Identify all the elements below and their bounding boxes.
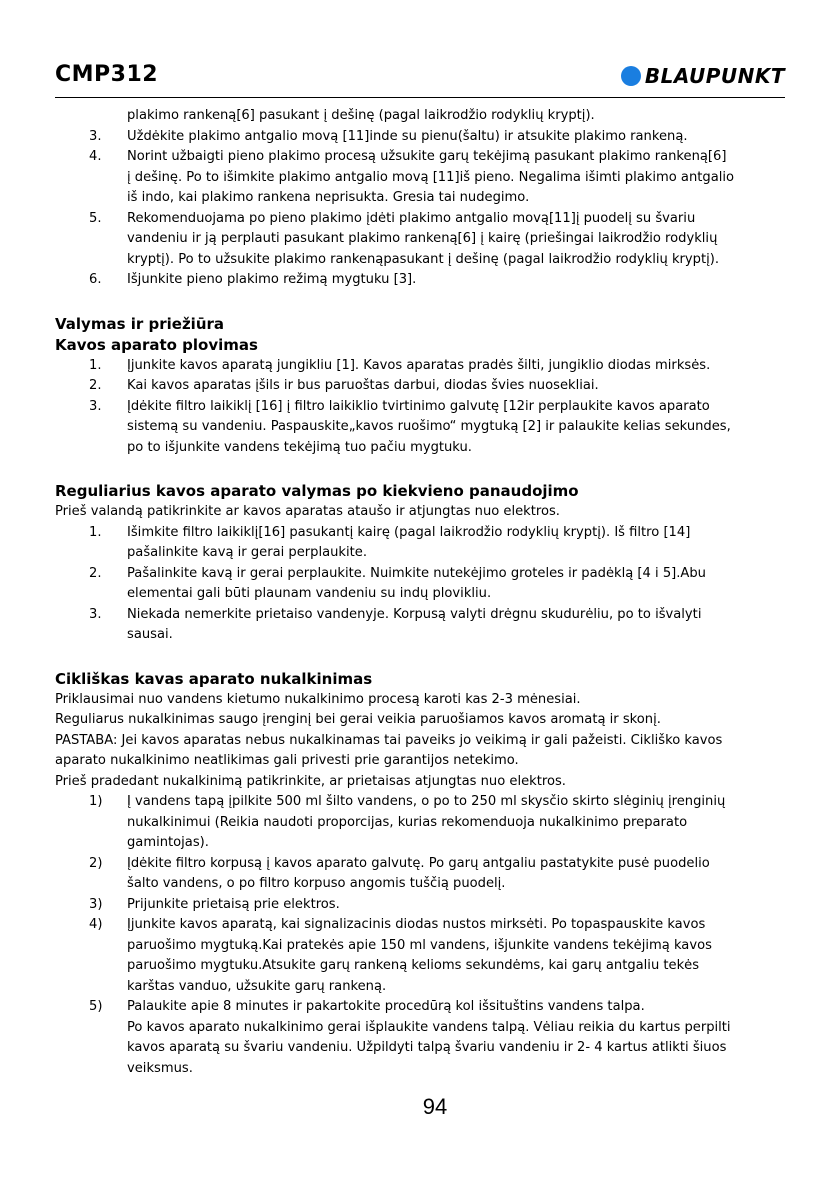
list-item-number: 1. <box>89 357 102 373</box>
text-line: Į vandens tapą įpilkite 500 ml šilto vandens, o po to 250 ml skysčio skirto slėginių įrenginių <box>127 794 726 809</box>
page-header <box>55 62 785 98</box>
text-line: šalto vandens, o po filtro korpuso angomis tuščią puodelį. <box>127 876 506 891</box>
list-item <box>55 915 790 997</box>
section-title-cleaning: Valymas ir priežiūra <box>55 314 225 333</box>
text-line: Norint užbaigti pieno plakimo procesą užsukite garų tekėjimą pasukant plakimo rankeną[6] <box>127 149 727 164</box>
text-line: sistemą su vandeniu. Paspauskite„kavos ruošimo“ mygtuką [2] ir palaukite kelias sekundes, <box>127 419 731 434</box>
list-item-number: 6. <box>89 272 102 287</box>
text-line: Uždėkite plakimo antgalio movą [11]inde su pienu(šaltu) ir atsukite plakimo rankeną. <box>127 128 688 144</box>
list-item-number: 2) <box>89 855 103 871</box>
rinsing-steps-list <box>55 356 790 459</box>
descaling-steps-list <box>55 792 790 1079</box>
text-line: elementai gali būti plaunam vandeniu su indų plovikliu. <box>127 586 492 601</box>
regular-cleaning-intro: Prieš valandą patikrinkite ar kavos aparatas ataušo ir atjungtas nuo elektros. <box>55 504 560 519</box>
paragraph-line: Reguliarus nukalkinimas saugo įrenginį bei gerai veikia paruošiamos kavos aromatą ir skonį. <box>55 712 661 727</box>
list-item-number: 3. <box>89 398 102 414</box>
text-line: vandeniu ir ją perplauti pasukant plakimo rankeną[6] į kairę (priešingai laikrodžio rodyklių <box>127 231 718 246</box>
section-title-descaling: Cikliškas kavas aparato nukalkinimas <box>55 669 373 688</box>
list-item-text <box>127 997 790 1079</box>
text-line: kryptį). Po to užsukite plakimo rankenąpasukant į dešinę (pagal laikrodžio rodyklių kryptį). <box>127 251 720 267</box>
list-item-number: 3. <box>89 128 102 144</box>
list-item-text <box>127 397 790 459</box>
list-item-text <box>127 915 790 997</box>
list-item-number: 5. <box>89 210 102 226</box>
text-line: paruošimo mygtuką.Kai pratekės apie 150 ml vandens, išjunkite vandens tekėjimą kavos <box>127 937 712 953</box>
text-line: sausai. <box>127 627 173 642</box>
text-line: gamintojas). <box>127 835 209 850</box>
continuation-line: plakimo rankeną[6] pasukant į dešinę (pagal laikrodžio rodyklių kryptį). <box>127 108 595 123</box>
model-number: CMP312 <box>55 62 159 87</box>
text-line: po to išjunkite vandens tekėjimą tuo pačiu mygtuku. <box>127 439 472 455</box>
text-line: Po kavos aparato nukalkinimo gerai išplaukite vandens talpą. Vėliau reikia du kartus perpilti <box>127 1019 731 1035</box>
text-line: veiksmus. <box>127 1060 193 1076</box>
text-line: nukalkinimui (Reikia naudoti proporcijas, kurias rekomenduoja nukalkinimo preparato <box>127 814 688 830</box>
text-line: į dešinę. Po to išimkite plakimo antgalio movą [11]iš pieno. Negalima išimti plakimo antgalio <box>127 169 734 185</box>
list-item <box>55 127 790 148</box>
text-line: Įdėkite filtro laikiklį [16] į filtro laikiklio tvirtinimo galvutę [12ir perplaukite kavos aparato <box>127 398 710 414</box>
text-line: Rekomenduojama po pieno plakimo įdėti plakimo antgalio movą[11]į puodelį su švariu <box>127 210 696 226</box>
list-item <box>55 356 790 377</box>
list-item <box>55 523 790 564</box>
document-body <box>55 106 790 1079</box>
brand-logo <box>621 64 785 88</box>
text-line: paruošimo mygtuku.Atsukite garų rankeną kelioms sekundėms, kai garų antgaliu tekės <box>127 958 700 973</box>
regular-cleaning-steps-list <box>55 523 790 646</box>
subsection-title-rinsing: Kavos aparato plovimas <box>55 335 258 354</box>
list-item-text <box>127 270 790 291</box>
list-item-number: 1) <box>89 794 103 809</box>
list-item-text <box>127 605 790 646</box>
section-title-regular-cleaning: Reguliarius kavos aparato valymas po kiekvieno panaudojimo <box>55 482 579 500</box>
list-item-text <box>127 895 790 916</box>
brand-dot-icon <box>621 66 641 86</box>
list-item-number: 5) <box>89 999 103 1014</box>
list-item-text <box>127 854 790 895</box>
paragraph-line: Prieš pradedant nukalkinimą patikrinkite, ar prietaisas atjungtas nuo elektros. <box>55 773 566 789</box>
list-item <box>55 270 790 291</box>
text-line: iš indo, kai plakimo rankena neprisukta. Gresia tai nudegimo. <box>127 190 530 205</box>
text-line: Prijunkite prietaisą prie elektros. <box>127 896 340 912</box>
paragraph-line: aparato nukalkinimo neatlikimas gali privesti prie garantijos netekimo. <box>55 753 519 768</box>
list-item-text <box>127 147 790 209</box>
text-line: Įjunkite kavos aparatą jungikliu [1]. Kavos aparatas pradės šilti, jungiklio diodas mirksės. <box>127 357 711 373</box>
list-item-number: 3) <box>89 896 103 912</box>
paragraph-line: PASTABA: Jei kavos aparatas nebus nukalkinamas tai paveiks jo veikimą ir gali pažeisti. Cikliško kavos <box>55 732 723 748</box>
list-item-number: 4. <box>89 149 102 164</box>
list-item-text <box>127 127 790 148</box>
list-item-number: 2. <box>89 378 102 393</box>
brand-name: BLAUPUNKT <box>644 64 785 88</box>
list-item-text <box>127 356 790 377</box>
frothing-steps-list <box>55 127 790 291</box>
list-item <box>55 209 790 271</box>
paragraph-line: Priklausimai nuo vandens kietumo nukalkinimo procesą karoti kas 2-3 mėnesiai. <box>55 691 581 707</box>
text-line: karštas vanduo, užsukite garų rankeną. <box>127 978 387 994</box>
text-line: Kai kavos aparatas įšils ir bus paruoštas darbui, diodas švies nuosekliai. <box>127 378 599 393</box>
text-line: Išjunkite pieno plakimo režimą mygtuku [3]. <box>127 272 417 287</box>
text-line: Įjunkite kavos aparatą, kai signalizacinis diodas nustos mirksėti. Po topaspauskite kavos <box>127 917 706 932</box>
text-line: pašalinkite kavą ir gerai perplaukite. <box>127 545 367 560</box>
text-line: kavos aparatą su švariu vandeniu. Užpildyti talpą švariu vandeniu ir 2- 4 kartus atlikti šiuos <box>127 1040 727 1055</box>
text-line: Išimkite filtro laikiklį[16] pasukantį kairę (pagal laikrodžio rodyklių kryptį). Iš filtro [14] <box>127 524 691 540</box>
list-item-number: 1. <box>89 524 102 540</box>
page-number: 94 <box>422 1094 448 1119</box>
descaling-paragraphs <box>55 690 790 793</box>
list-item-number: 4) <box>89 917 103 932</box>
text-line: Palaukite apie 8 minutes ir pakartokite procedūrą kol išsituštins vandens talpa. <box>127 999 645 1014</box>
list-item <box>55 376 790 397</box>
header-divider <box>55 97 785 98</box>
text-line: Įdėkite filtro korpusą į kavos aparato galvutę. Po garų antgaliu pastatykite pusė puodelio <box>127 855 710 871</box>
list-item <box>55 605 790 646</box>
list-item <box>55 564 790 605</box>
list-item <box>55 895 790 916</box>
text-line: Niekada nemerkite prietaiso vandenyje. Korpusą valyti drėgnu skudurėliu, po to išvalyti <box>127 606 702 622</box>
list-item-number: 3. <box>89 606 102 622</box>
list-item <box>55 997 790 1079</box>
list-item-text <box>127 209 790 271</box>
list-item <box>55 397 790 459</box>
list-item <box>55 854 790 895</box>
list-item <box>55 792 790 854</box>
list-item-text <box>127 792 790 854</box>
list-item <box>55 147 790 209</box>
list-item-text <box>127 564 790 605</box>
list-item-text <box>127 376 790 397</box>
list-item-text <box>127 523 790 564</box>
list-item-number: 2. <box>89 565 102 581</box>
text-line: Pašalinkite kavą ir gerai perplaukite. Nuimkite nutekėjimo groteles ir padėklą [4 i 5].Abu <box>127 565 706 581</box>
